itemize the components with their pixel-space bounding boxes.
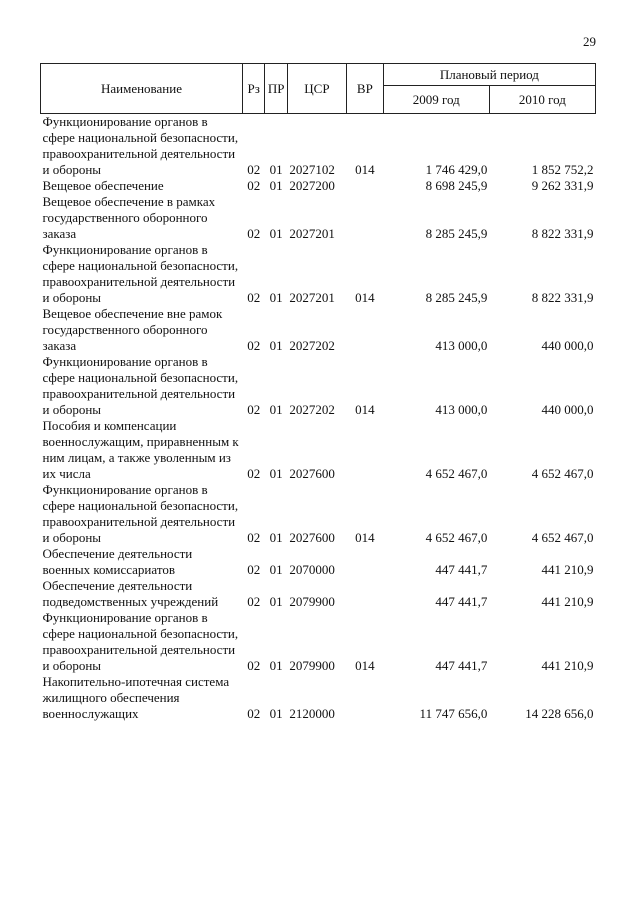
row-vr: 014: [355, 402, 375, 417]
table-row: [41, 546, 596, 578]
row-amount-2009: 1 746 429,0: [425, 162, 488, 177]
row-csr: 2120000: [289, 706, 335, 721]
row-name: Функционирование органов в сфере национальной безопасности, правоохранительной деятельности и обороны: [42, 610, 239, 673]
row-name: Обеспечение деятельности подведомственных учреждений: [42, 578, 219, 609]
table-body: [41, 114, 596, 723]
row-name: Вещевое обеспечение вне рамок государственного оборонного заказа: [42, 306, 223, 353]
row-amount-2009: 447 441,7: [435, 658, 488, 673]
row-pr: 01: [269, 226, 283, 241]
row-vr: [347, 546, 384, 578]
row-vr: 014: [355, 658, 375, 673]
row-csr: 2027201: [289, 226, 335, 241]
row-amount-2009: 8 285 245,9: [425, 226, 488, 241]
row-rz: 02: [247, 338, 261, 353]
row-pr: 01: [269, 402, 283, 417]
row-pr: 01: [269, 530, 283, 545]
row-amount-2010: 440 000,0: [541, 402, 594, 417]
row-pr: 01: [269, 658, 283, 673]
row-vr: [347, 178, 384, 194]
row-pr: 01: [269, 706, 283, 721]
table-row: [41, 178, 596, 194]
row-csr: 2027202: [289, 338, 335, 353]
row-amount-2009: 447 441,7: [435, 594, 488, 609]
row-name: Функционирование органов в сфере национальной безопасности, правоохранительной деятельности и обороны: [42, 242, 239, 305]
header-name: Наименование: [41, 64, 243, 114]
table-row: [41, 306, 596, 354]
row-name: Вещевое обеспечение: [42, 178, 164, 193]
row-csr: 2027600: [289, 530, 335, 545]
header-rz: Рз: [242, 64, 264, 114]
table-header: [41, 64, 596, 114]
row-name: Обеспечение деятельности военных комиссариатов: [42, 546, 193, 577]
table-row: [41, 418, 596, 482]
row-amount-2010: 4 652 467,0: [531, 530, 594, 545]
row-vr: [347, 418, 384, 482]
table-row: [41, 610, 596, 674]
table-row: [41, 114, 596, 179]
row-amount-2010: 441 210,9: [541, 562, 594, 577]
row-vr: [347, 674, 384, 722]
row-pr: 01: [269, 290, 283, 305]
row-rz: 02: [247, 594, 261, 609]
row-amount-2009: 11 747 656,0: [419, 706, 488, 721]
row-csr: 2027102: [289, 162, 335, 177]
row-amount-2010: 1 852 752,2: [531, 162, 594, 177]
row-amount-2010: 8 822 331,9: [531, 290, 594, 305]
table-row: [41, 194, 596, 242]
page-number: 29: [583, 34, 596, 49]
row-rz: 02: [247, 290, 261, 305]
row-rz: 02: [247, 706, 261, 721]
row-amount-2009: 4 652 467,0: [425, 530, 488, 545]
row-vr: 014: [355, 530, 375, 545]
row-csr: 2027201: [289, 290, 335, 305]
row-name: Функционирование органов в сфере национальной безопасности, правоохранительной деятельности и обороны: [42, 114, 239, 177]
row-pr: 01: [269, 162, 283, 177]
table-row: [41, 482, 596, 546]
row-name: Функционирование органов в сфере национальной безопасности, правоохранительной деятельности и обороны: [42, 482, 239, 545]
row-vr: 014: [355, 290, 375, 305]
row-rz: 02: [247, 178, 261, 193]
budget-table: [40, 63, 596, 722]
row-amount-2009: 413 000,0: [435, 338, 488, 353]
row-amount-2010: 440 000,0: [541, 338, 594, 353]
header-csr: ЦСР: [287, 64, 346, 114]
row-rz: 02: [247, 402, 261, 417]
row-vr: [347, 194, 384, 242]
row-vr: 014: [355, 162, 375, 177]
row-amount-2010: 14 228 656,0: [525, 706, 594, 721]
row-csr: 2027202: [289, 402, 335, 417]
row-amount-2009: 8 698 245,9: [425, 178, 488, 193]
row-amount-2010: 9 262 331,9: [531, 178, 594, 193]
row-rz: 02: [247, 658, 261, 673]
row-name: Функционирование органов в сфере национальной безопасности, правоохранительной деятельности и обороны: [42, 354, 239, 417]
row-name: Накопительно-ипотечная система жилищного обеспечения военнослужащих: [42, 674, 230, 721]
row-amount-2009: 8 285 245,9: [425, 290, 488, 305]
header-vr: ВР: [347, 64, 384, 114]
row-pr: 01: [269, 562, 283, 577]
row-pr: 01: [269, 594, 283, 609]
row-rz: 02: [247, 466, 261, 481]
header-year-2009: 2009 год: [383, 86, 489, 114]
row-amount-2010: 441 210,9: [541, 658, 594, 673]
row-csr: 2079900: [289, 658, 335, 673]
row-pr: 01: [269, 466, 283, 481]
row-vr: [347, 306, 384, 354]
header-year-2010: 2010 год: [489, 86, 595, 114]
row-vr: [347, 578, 384, 610]
table-row: [41, 354, 596, 418]
row-amount-2010: 441 210,9: [541, 594, 594, 609]
row-rz: 02: [247, 162, 261, 177]
row-rz: 02: [247, 226, 261, 241]
row-amount-2009: 447 441,7: [435, 562, 488, 577]
row-csr: 2079900: [289, 594, 335, 609]
row-name: Вещевое обеспечение в рамках государственного оборонного заказа: [42, 194, 216, 241]
row-amount-2010: 4 652 467,0: [531, 466, 594, 481]
row-pr: 01: [269, 338, 283, 353]
table-row: [41, 578, 596, 610]
row-amount-2010: 8 822 331,9: [531, 226, 594, 241]
table-row: [41, 674, 596, 722]
row-rz: 02: [247, 530, 261, 545]
header-period: Плановый период: [383, 64, 595, 86]
row-csr: 2027200: [289, 178, 335, 193]
row-csr: 2070000: [289, 562, 335, 577]
row-amount-2009: 413 000,0: [435, 402, 488, 417]
table-row: [41, 242, 596, 306]
row-pr: 01: [269, 178, 283, 193]
row-csr: 2027600: [289, 466, 335, 481]
row-amount-2009: 4 652 467,0: [425, 466, 488, 481]
row-rz: 02: [247, 562, 261, 577]
row-name: Пособия и компенсации военнослужащим, приравненным к ним лицам, а также уволенным из их числа: [42, 418, 239, 481]
header-pr: ПР: [265, 64, 287, 114]
